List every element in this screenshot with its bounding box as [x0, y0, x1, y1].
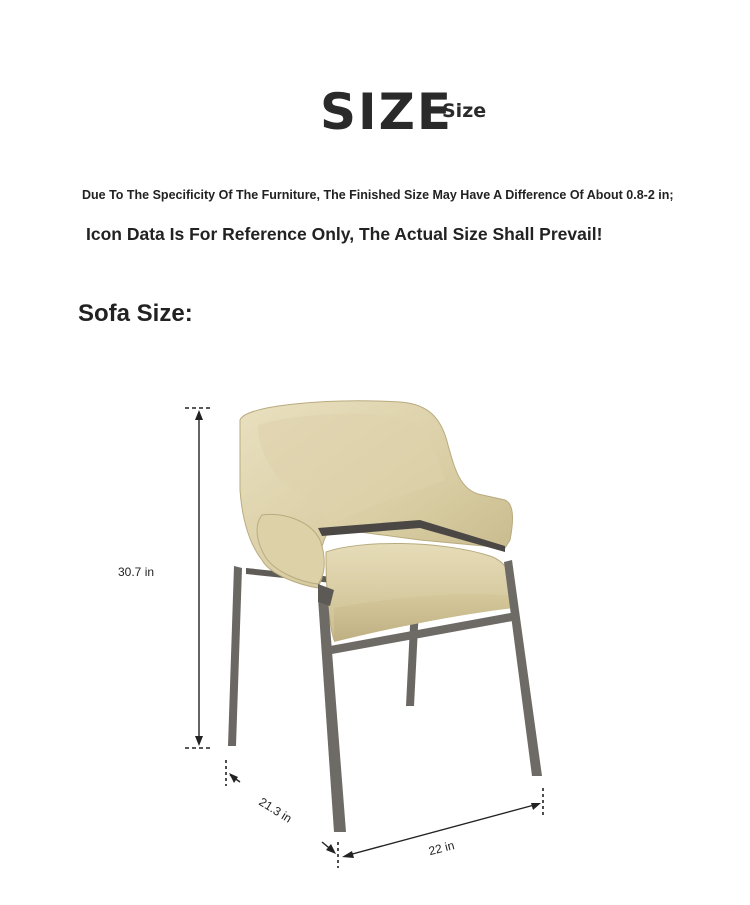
sofa-size-heading: Sofa Size:	[78, 300, 193, 327]
chair-dimension-figure	[0, 380, 750, 880]
height-dimension	[185, 408, 213, 748]
chair-image	[228, 401, 542, 832]
depth-label: 21.3 in	[256, 794, 295, 826]
reference-disclaimer: Icon Data Is For Reference Only, The Actual Size Shall Prevail!	[86, 224, 603, 244]
page-title: SIZE	[320, 83, 454, 141]
page-subtitle: Size	[442, 100, 487, 122]
height-label: 30.7 in	[118, 565, 155, 579]
size-tolerance-note: Due To The Specificity Of The Furniture, The Finished Size May Have A Difference Of About 0.8-2 in;	[82, 188, 674, 202]
width-label: 22 in	[427, 838, 456, 859]
